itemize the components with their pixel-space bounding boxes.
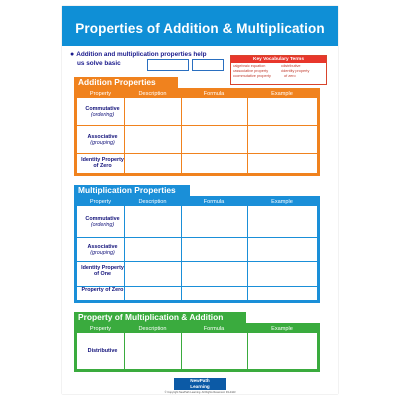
poster xyxy=(62,6,338,394)
section-header: Addition Properties xyxy=(74,77,178,88)
answer-cell[interactable] xyxy=(248,154,317,178)
fill-in-blank-2[interactable] xyxy=(192,59,224,71)
answer-cell[interactable] xyxy=(248,98,317,125)
row-label: Associative (grouping) xyxy=(87,133,118,146)
answer-cell[interactable] xyxy=(248,238,317,261)
vocab-term: • associative property xyxy=(233,69,269,73)
page-title: Properties of Addition & Multiplication xyxy=(75,21,325,36)
answer-cell[interactable] xyxy=(248,206,317,237)
column-header: Example xyxy=(247,326,317,333)
answer-cell[interactable] xyxy=(125,287,181,305)
answer-cell[interactable] xyxy=(125,238,181,261)
answer-cell[interactable] xyxy=(125,98,181,125)
answer-cell[interactable] xyxy=(182,262,247,286)
answer-cell[interactable] xyxy=(125,206,181,237)
column-header: Description xyxy=(124,326,181,333)
answer-cell[interactable] xyxy=(182,126,247,153)
answer-cell[interactable] xyxy=(125,154,181,178)
vocab-term: • identity property xyxy=(281,69,310,73)
row-label: Commutative (ordering) xyxy=(85,105,120,118)
answer-cell[interactable] xyxy=(248,287,317,305)
column-header: Formula xyxy=(181,326,247,333)
row-label: Identity Property of Zero xyxy=(81,156,124,170)
column-header: Example xyxy=(247,199,317,206)
section-header: Property of Multiplication & Addition xyxy=(74,312,246,323)
answer-cell[interactable] xyxy=(125,126,181,153)
column-header: Property xyxy=(77,326,124,333)
column-header: Description xyxy=(124,199,181,206)
column-header: Property xyxy=(77,199,124,206)
row-label: Commutative (ordering) xyxy=(85,215,120,228)
vocab-term: • distributive xyxy=(281,64,301,68)
bullet-icon: ● xyxy=(70,51,75,58)
property-table xyxy=(74,196,320,303)
copyright-text: © Copyright NewPath Learning. All Rights Reserved. 93-4443 xyxy=(164,391,236,394)
property-table xyxy=(74,323,320,372)
intro-line-1: Addition and multiplication properties help xyxy=(76,51,207,58)
answer-cell[interactable] xyxy=(248,126,317,153)
column-header: Property xyxy=(77,91,124,98)
answer-cell[interactable] xyxy=(182,287,247,305)
answer-cell[interactable] xyxy=(182,98,247,125)
answer-cell[interactable] xyxy=(248,333,317,368)
intro-line-2: us solve basic xyxy=(77,60,121,67)
section-header: Multiplication Properties xyxy=(74,185,190,196)
column-header: Formula xyxy=(181,91,247,98)
answer-cell[interactable] xyxy=(182,238,247,261)
column-header: Example xyxy=(247,91,317,98)
publisher-logo: NewPath Learning xyxy=(174,378,226,390)
answer-cell[interactable] xyxy=(248,262,317,286)
vocab-term: • commutative property xyxy=(233,74,271,78)
answer-cell[interactable] xyxy=(182,154,247,178)
vocabulary-header: Key Vocabulary Terms xyxy=(231,56,326,63)
answer-cell[interactable] xyxy=(182,206,247,237)
row-label: Distributive xyxy=(87,347,118,354)
fill-in-blank-1[interactable] xyxy=(147,59,189,71)
answer-cell[interactable] xyxy=(125,333,181,368)
vocabulary-box: Key Vocabulary Terms • algebraic equation • distributive • associative property • identity property • commutative property of zero xyxy=(230,55,327,85)
property-table xyxy=(74,88,320,176)
answer-cell[interactable] xyxy=(125,262,181,286)
column-header: Description xyxy=(124,91,181,98)
answer-cell[interactable] xyxy=(182,333,247,368)
row-label: Associative (grouping) xyxy=(87,243,118,256)
vocab-term: • algebraic equation xyxy=(233,64,266,68)
row-label: Identity Property of One xyxy=(81,264,124,278)
row-label: Property of Zero xyxy=(81,287,124,293)
column-header: Formula xyxy=(181,199,247,206)
